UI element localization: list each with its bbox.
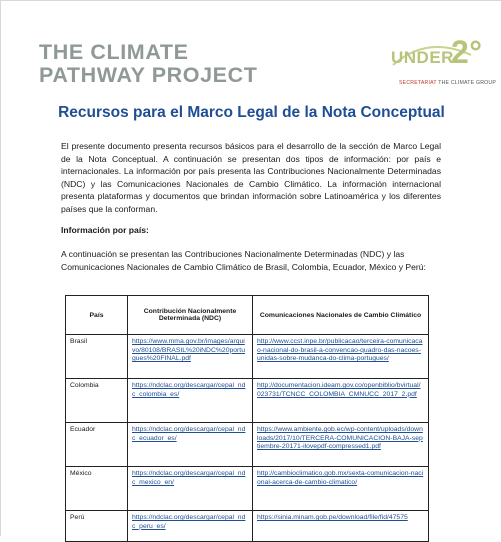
logo-line-1: THE CLIMATE <box>39 40 189 64</box>
comunicacion-cell <box>253 511 429 542</box>
table-row <box>66 379 429 423</box>
comunicacion-link[interactable]: https://sinia.minam.gob.pe/download/file/fid/47575 <box>257 514 408 521</box>
climate-pathway-logo <box>39 41 257 87</box>
comunicacion-link[interactable]: http://cambioclimatico.gob.mx/sexta-comunicacion-nacional-acerca-de-cambio-climatico/ <box>257 470 424 486</box>
ndc-link[interactable]: https://ndclac.org/descargar/cepal_ndc_ecuador_es/ <box>132 426 246 442</box>
header-ndc: Contribución Nacionalmente Determinada (NDC) <box>128 296 253 335</box>
under2-logo <box>387 34 483 71</box>
secretariat-label: SECRETARIAT <box>399 80 437 86</box>
ndc-link[interactable]: https://www.mma.gov.br/images/arquivo/80108/BRASIL%20iNDC%20portugues%20FINAL.pdf <box>132 338 245 363</box>
logo-line-2: PATHWAY PROJECT <box>39 63 258 87</box>
ndc-link[interactable]: https://ndclac.org/descargar/cepal_ndc_colombia_es/ <box>132 382 246 398</box>
document-title: Recursos para el Marco Legal de la Nota Conceptual <box>58 104 445 121</box>
table-row <box>66 335 429 379</box>
country-cell: Brasil <box>66 335 128 379</box>
table-row <box>66 423 429 467</box>
comunicacion-link[interactable]: https://www.ambiente.gob.ec/wp-content/uploads/downloads/2017/10/TERCERA-COMUNICACION-BAJA-septiembre-20171-ilovepdf-compressed1.pdf <box>257 426 423 451</box>
comunicacion-link[interactable]: http://www.ccst.inpe.br/publicacao/terceira-comunicacao-nacional-do-brasil-a-convencao-quadro-das-nacoes-unidas-sobre-mudanca-do-clima-portugues/ <box>257 338 423 363</box>
table-row <box>66 511 429 542</box>
country-cell: Colombia <box>66 379 128 423</box>
header-comunicaciones: Comunicaciones Nacionales de Cambio Climático <box>253 296 429 335</box>
intro-paragraph: El presente documento presenta recursos básicos para el desarrollo de la sección de Marco Legal de la Nota Conceptual. A continuación se presentan dos tipos de información: por país e internacionales. La información por país presenta las Contribuciones Nacionalmente Determinadas (NDC) y las Comunicaciones Nacionales de Cambio Climático. La información internacional presenta plataformas y documentos que brindan información sobre Latinoamérica y los diferentes países que la conforman. <box>61 141 441 214</box>
under2-sup: 2° <box>451 34 483 70</box>
climate-group-label: THE CLIMATE GROUP <box>438 80 496 86</box>
country-cell: Ecuador <box>66 423 128 467</box>
section-intro: A continuación se presentan las Contribuciones Nacionalmente Determinadas (NDC) y las Comunicaciones Nacionales de Cambio Climático de Brasil, Colombia, Ecuador, México y Perú: <box>61 249 426 272</box>
ndc-link[interactable]: https://ndclac.org/descargar/cepal_ndc_mexico_en/ <box>132 470 246 486</box>
ndc-cell <box>128 423 253 467</box>
ndc-cell <box>128 379 253 423</box>
comunicacion-cell <box>253 467 429 511</box>
country-cell: Perú <box>66 511 128 542</box>
comunicacion-cell <box>253 423 429 467</box>
comunicacion-cell <box>253 379 429 423</box>
table-row <box>66 467 429 511</box>
ndc-cell <box>128 467 253 511</box>
ndc-link[interactable]: https://ndclac.org/descargar/cepal_ndc_peru_es/ <box>132 514 246 530</box>
under2-secretariat <box>399 80 496 86</box>
comunicacion-cell <box>253 335 429 379</box>
ndc-cell <box>128 335 253 379</box>
document-header <box>1 1 501 97</box>
resources-table <box>65 295 429 542</box>
under2-text: UNDER <box>391 48 454 67</box>
comunicacion-link[interactable]: http://documentacion.ideam.gov.co/openbiblio/bvirtual/023731/TCNCC_COLOMBIA_CMNUCC_2017_2.pdf <box>257 382 421 398</box>
country-cell: México <box>66 467 128 511</box>
ndc-cell <box>128 511 253 542</box>
header-pais: País <box>66 296 128 335</box>
section-heading: Información por país: <box>61 225 149 235</box>
table-header-row <box>66 296 429 335</box>
